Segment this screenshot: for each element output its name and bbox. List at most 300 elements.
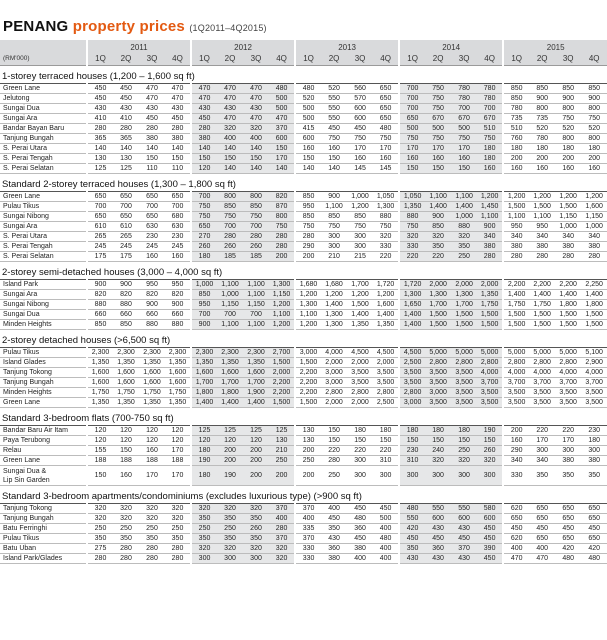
price-cell: 2,300 — [243, 348, 269, 358]
price-cell: 1,650 — [399, 300, 425, 310]
price-cell: 1,400 — [321, 300, 347, 310]
price-cell: 2,000 — [373, 358, 399, 368]
price-cell: 160 — [425, 154, 451, 164]
price-cell: 250 — [451, 446, 477, 456]
price-cell: 430 — [165, 104, 191, 114]
quarter-header: 2Q — [113, 52, 139, 66]
price-cell: 4,500 — [399, 348, 425, 358]
price-cell: 850 — [191, 290, 217, 300]
price-cell: 320 — [191, 504, 217, 514]
price-cell: 700 — [477, 104, 503, 114]
price-cell: 330 — [295, 544, 321, 554]
price-cell: 2,200 — [555, 280, 581, 290]
price-cell: 320 — [139, 504, 165, 514]
price-cell: 900 — [425, 212, 451, 222]
price-cell: 2,800 — [373, 388, 399, 398]
price-cell: 1,300 — [269, 280, 295, 290]
price-cell: 320 — [217, 544, 243, 554]
area-name: Sungai Dua — [0, 310, 87, 320]
price-cell: 950 — [529, 222, 555, 232]
price-cell: 280 — [113, 124, 139, 134]
table-row — [0, 398, 607, 408]
price-cell: 200 — [217, 456, 243, 466]
price-cell: 280 — [113, 544, 139, 554]
area-name: Green Lane — [0, 84, 87, 94]
price-cell: 310 — [399, 456, 425, 466]
price-cell: 950 — [295, 202, 321, 212]
price-cell: 300 — [451, 466, 477, 486]
price-cell: 145 — [373, 164, 399, 174]
price-cell: 365 — [87, 134, 113, 144]
price-cell: 2,800 — [555, 358, 581, 368]
price-cell: 170 — [425, 144, 451, 154]
price-cell: 450 — [347, 124, 373, 134]
price-cell: 300 — [477, 466, 503, 486]
price-cell: 1,500 — [269, 358, 295, 368]
price-cell: 1,500 — [451, 310, 477, 320]
price-cell: 2,000 — [451, 280, 477, 290]
price-cell: 370 — [269, 534, 295, 544]
price-cell: 560 — [347, 84, 373, 94]
price-cell: 200 — [295, 446, 321, 456]
price-cell: 1,600 — [373, 300, 399, 310]
price-cell: 650 — [555, 504, 581, 514]
area-name: S. Perai Selatan — [0, 252, 87, 262]
price-cell: 160 — [165, 252, 191, 262]
price-cell: 700 — [243, 222, 269, 232]
price-cell: 880 — [139, 320, 165, 330]
price-cell: 1,720 — [373, 280, 399, 290]
price-cell: 1,400 — [529, 290, 555, 300]
price-cell: 140 — [243, 144, 269, 154]
price-cell: 900 — [87, 280, 113, 290]
price-cell: 750 — [347, 222, 373, 232]
price-cell: 470 — [217, 84, 243, 94]
price-cell: 300 — [581, 446, 607, 456]
price-cell: 220 — [555, 426, 581, 436]
price-cell: 1,000 — [191, 280, 217, 290]
price-cell: 280 — [217, 232, 243, 242]
price-cell: 750 — [321, 222, 347, 232]
price-cell: 780 — [451, 94, 477, 104]
price-cell: 188 — [139, 456, 165, 466]
price-cell: 450 — [529, 524, 555, 534]
table-row — [0, 280, 607, 290]
price-cell: 330 — [373, 242, 399, 252]
price-cell: 200 — [295, 252, 321, 262]
price-cell: 1,500 — [295, 358, 321, 368]
price-cell: 750 — [399, 222, 425, 232]
table-row — [0, 84, 607, 94]
table-row — [0, 504, 607, 514]
price-cell: 1,300 — [451, 290, 477, 300]
price-cell: 1,350 — [373, 320, 399, 330]
price-cell: 230 — [139, 232, 165, 242]
price-cell: 450 — [87, 84, 113, 94]
price-cell: 140 — [113, 144, 139, 154]
area-name: Bandar Bayan Baru — [0, 124, 87, 134]
price-cell: 650 — [139, 192, 165, 202]
price-cell: 1,000 — [555, 222, 581, 232]
price-cell: 160 — [347, 154, 373, 164]
price-cell: 180 — [581, 144, 607, 154]
price-cell: 380 — [555, 242, 581, 252]
price-cell: 250 — [217, 524, 243, 534]
price-cell: 700 — [399, 104, 425, 114]
price-cell: 360 — [347, 524, 373, 534]
price-cell: 350 — [243, 534, 269, 544]
price-cell: 750 — [347, 134, 373, 144]
price-cell: 450 — [113, 94, 139, 104]
price-cell: 110 — [165, 164, 191, 174]
price-cell: 2,200 — [269, 378, 295, 388]
price-cell: 180 — [425, 426, 451, 436]
price-cell: 480 — [581, 554, 607, 564]
section-title: Standard 2-storey terraced houses (1,300 – 1,800 sq ft) — [0, 178, 607, 192]
price-cell: 265 — [87, 232, 113, 242]
price-cell: 2,300 — [139, 348, 165, 358]
price-cell: 880 — [113, 300, 139, 310]
price-cell: 3,000 — [425, 388, 451, 398]
price-cell: 150 — [295, 154, 321, 164]
price-cell: 220 — [347, 446, 373, 456]
price-cell: 400 — [373, 524, 399, 534]
price-cell: 1,350 — [243, 358, 269, 368]
quarter-header: 4Q — [269, 52, 295, 66]
price-cell: 1,300 — [295, 300, 321, 310]
price-cell: 300 — [243, 554, 269, 564]
price-cell: 850 — [87, 320, 113, 330]
price-cell: 410 — [113, 114, 139, 124]
price-cell: 170 — [529, 436, 555, 446]
section-header — [0, 70, 607, 84]
price-cell: 630 — [139, 222, 165, 232]
price-cell: 1,400 — [581, 290, 607, 300]
price-cell: 1,700 — [243, 378, 269, 388]
price-cell: 500 — [295, 104, 321, 114]
price-cell: 510 — [503, 124, 529, 134]
table-row — [0, 534, 607, 544]
price-cell: 320 — [451, 456, 477, 466]
price-cell: 2,800 — [399, 388, 425, 398]
area-name: Island Glades — [0, 358, 87, 368]
price-cell: 880 — [165, 320, 191, 330]
price-cell: 1,500 — [477, 320, 503, 330]
price-cell: 160 — [555, 164, 581, 174]
price-cell: 350 — [217, 514, 243, 524]
price-cell: 280 — [87, 124, 113, 134]
price-cell: 185 — [217, 252, 243, 262]
price-cell: 280 — [503, 252, 529, 262]
price-cell: 480 — [373, 534, 399, 544]
price-cell: 850 — [321, 212, 347, 222]
price-cell: 160 — [399, 154, 425, 164]
price-cell: 140 — [191, 144, 217, 154]
section-title: 1-storey terraced houses (1,200 – 1,600 sq ft) — [0, 70, 607, 84]
price-cell: 120 — [87, 426, 113, 436]
price-cell: 1,500 — [503, 202, 529, 212]
price-cell: 850 — [425, 222, 451, 232]
price-cell: 3,500 — [399, 378, 425, 388]
price-cell: 400 — [217, 134, 243, 144]
price-cell: 320 — [477, 456, 503, 466]
price-cell: 220 — [529, 426, 555, 436]
price-cell: 350 — [165, 534, 191, 544]
price-cell: 2,800 — [321, 388, 347, 398]
price-cell: 1,350 — [87, 358, 113, 368]
price-cell: 280 — [295, 232, 321, 242]
price-cell: 1,200 — [295, 290, 321, 300]
price-cell: 380 — [581, 242, 607, 252]
price-cell: 2,000 — [321, 398, 347, 408]
price-cell: 250 — [165, 524, 191, 534]
price-cell: 4,500 — [347, 348, 373, 358]
price-cell: 1,200 — [529, 192, 555, 202]
price-cell: 400 — [321, 504, 347, 514]
price-cell: 660 — [113, 310, 139, 320]
area-name: Jelutong — [0, 94, 87, 104]
section-title: 2-storey detached houses (>6,500 sq ft) — [0, 334, 607, 348]
price-cell: 580 — [477, 504, 503, 514]
price-cell: 1,400 — [425, 202, 451, 212]
price-cell: 1,350 — [165, 358, 191, 368]
year-header: 2013 — [295, 40, 399, 52]
price-cell: 120 — [165, 426, 191, 436]
price-cell: 650 — [503, 514, 529, 524]
price-cell: 3,500 — [451, 388, 477, 398]
table-row — [0, 320, 607, 330]
price-cell: 175 — [87, 252, 113, 262]
price-cell: 1,600 — [87, 368, 113, 378]
price-cell: 270 — [191, 232, 217, 242]
price-cell: 3,500 — [581, 398, 607, 408]
price-cell: 330 — [399, 242, 425, 252]
price-cell: 470 — [269, 114, 295, 124]
price-cell: 280 — [113, 554, 139, 564]
price-cell: 2,800 — [529, 358, 555, 368]
table-row — [0, 514, 607, 524]
price-cell: 630 — [165, 222, 191, 232]
price-cell: 280 — [321, 456, 347, 466]
price-cell: 2,800 — [451, 358, 477, 368]
price-cell: 200 — [529, 154, 555, 164]
price-cell: 1,150 — [243, 300, 269, 310]
price-cell: 650 — [373, 84, 399, 94]
table-row — [0, 456, 607, 466]
price-cell: 650 — [555, 534, 581, 544]
price-cell: 1,720 — [399, 280, 425, 290]
price-cell: 280 — [269, 242, 295, 252]
price-cell: 320 — [191, 544, 217, 554]
price-cell: 3,500 — [425, 368, 451, 378]
price-cell: 320 — [165, 514, 191, 524]
price-cell: 660 — [165, 310, 191, 320]
price-cell: 450 — [503, 524, 529, 534]
price-cell: 1,800 — [191, 388, 217, 398]
price-cell: 1,100 — [217, 320, 243, 330]
table-row — [0, 114, 607, 124]
price-cell: 430 — [425, 524, 451, 534]
price-cell: 380 — [191, 134, 217, 144]
price-cell: 700 — [139, 202, 165, 212]
price-cell: 1,100 — [425, 192, 451, 202]
price-cell: 1,350 — [139, 358, 165, 368]
price-cell: 1,500 — [555, 320, 581, 330]
price-cell: 1,400 — [399, 320, 425, 330]
price-cell: 125 — [243, 426, 269, 436]
price-cell: 1,900 — [243, 388, 269, 398]
price-cell: 360 — [425, 544, 451, 554]
price-cell: 500 — [295, 114, 321, 124]
section-header — [0, 490, 607, 504]
price-cell: 250 — [269, 456, 295, 466]
price-cell: 190 — [477, 426, 503, 436]
price-cell: 160 — [139, 446, 165, 456]
price-cell: 900 — [139, 300, 165, 310]
price-cell: 1,400 — [451, 202, 477, 212]
price-cell: 5,000 — [555, 348, 581, 358]
price-cell: 450 — [373, 504, 399, 514]
price-cell: 880 — [399, 212, 425, 222]
price-cell: 150 — [451, 436, 477, 446]
price-cell: 280 — [139, 124, 165, 134]
price-cell: 1,050 — [399, 192, 425, 202]
price-cell: 510 — [477, 124, 503, 134]
price-cell: 850 — [555, 84, 581, 94]
price-cell: 160 — [503, 436, 529, 446]
section-header — [0, 178, 607, 192]
price-cell: 1,750 — [477, 300, 503, 310]
price-cell: 780 — [529, 134, 555, 144]
price-cell: 1,500 — [529, 320, 555, 330]
price-cell: 2,300 — [113, 348, 139, 358]
price-cell: 130 — [87, 154, 113, 164]
price-cell: 420 — [555, 544, 581, 554]
table-row — [0, 252, 607, 262]
quarter-header: 1Q — [191, 52, 217, 66]
price-cell: 850 — [113, 320, 139, 330]
price-cell: 470 — [165, 84, 191, 94]
price-cell: 470 — [191, 84, 217, 94]
price-cell: 260 — [243, 242, 269, 252]
area-name: S. Perai Selatan — [0, 164, 87, 174]
price-cell: 1,100 — [243, 290, 269, 300]
price-cell: 550 — [425, 504, 451, 514]
price-cell: 200 — [269, 252, 295, 262]
price-cell: 370 — [295, 534, 321, 544]
price-cell: 2,000 — [321, 358, 347, 368]
price-cell: 125 — [269, 426, 295, 436]
price-cell: 1,600 — [217, 368, 243, 378]
price-cell: 1,500 — [503, 310, 529, 320]
price-cell: 245 — [113, 242, 139, 252]
price-cell: 450 — [477, 554, 503, 564]
price-cell: 1,100 — [529, 212, 555, 222]
price-cell: 320 — [451, 232, 477, 242]
price-cell: 1,800 — [581, 300, 607, 310]
price-cell: 380 — [347, 544, 373, 554]
price-cell: 500 — [451, 124, 477, 134]
price-cell: 1,350 — [113, 358, 139, 368]
price-cell: 200 — [295, 466, 321, 486]
price-cell: 340 — [555, 232, 581, 242]
price-cell: 1,500 — [529, 202, 555, 212]
price-cell: 210 — [321, 252, 347, 262]
price-cell: 450 — [321, 124, 347, 134]
price-cell: 300 — [529, 446, 555, 456]
price-cell: 3,500 — [503, 398, 529, 408]
price-cell: 280 — [581, 252, 607, 262]
price-cell: 750 — [555, 114, 581, 124]
price-cell: 160 — [529, 164, 555, 174]
price-cell: 750 — [295, 222, 321, 232]
price-cell: 350 — [425, 242, 451, 252]
area-name: Minden Heights — [0, 320, 87, 330]
price-cell: 125 — [113, 164, 139, 174]
price-cell: 370 — [269, 124, 295, 134]
price-cell: 170 — [373, 144, 399, 154]
price-cell: 650 — [581, 504, 607, 514]
price-cell: 230 — [581, 426, 607, 436]
price-cell: 1,300 — [373, 202, 399, 212]
price-cell: 950 — [503, 222, 529, 232]
price-cell: 150 — [321, 154, 347, 164]
price-cell: 410 — [87, 114, 113, 124]
price-cell: 550 — [451, 504, 477, 514]
price-cell: 2,300 — [165, 348, 191, 358]
area-name-line: Sungai Dua & — [3, 467, 47, 475]
price-cell: 3,000 — [295, 348, 321, 358]
price-cell: 700 — [113, 202, 139, 212]
price-cell: 780 — [477, 84, 503, 94]
price-cell: 2,500 — [399, 358, 425, 368]
price-cell: 150 — [217, 154, 243, 164]
quarter-header: 3Q — [451, 52, 477, 66]
price-cell: 220 — [321, 446, 347, 456]
price-cell: 900 — [529, 94, 555, 104]
price-cell: 2,000 — [269, 368, 295, 378]
section-header — [0, 266, 607, 280]
price-cell: 610 — [113, 222, 139, 232]
price-cell: 150 — [347, 436, 373, 446]
price-cell: 190 — [191, 456, 217, 466]
price-cell: 430 — [191, 104, 217, 114]
price-cell: 2,300 — [217, 348, 243, 358]
price-cell: 320 — [165, 504, 191, 514]
price-cell: 1,000 — [581, 222, 607, 232]
table-row — [0, 378, 607, 388]
price-cell: 900 — [581, 94, 607, 104]
quarter-header: 2Q — [529, 52, 555, 66]
area-name: Sungai Ara — [0, 114, 87, 124]
price-cell: 320 — [269, 554, 295, 564]
price-cell: 780 — [451, 84, 477, 94]
price-cell: 800 — [269, 212, 295, 222]
price-cell: 3,500 — [581, 388, 607, 398]
price-cell: 750 — [425, 84, 451, 94]
price-cell: 300 — [347, 242, 373, 252]
price-cell: 275 — [87, 544, 113, 554]
price-cell: 430 — [139, 104, 165, 114]
price-cell: 250 — [87, 524, 113, 534]
price-cell: 400 — [529, 544, 555, 554]
table-row — [0, 524, 607, 534]
price-cell: 320 — [243, 124, 269, 134]
price-cell: 1,400 — [347, 310, 373, 320]
price-cell: 1,500 — [425, 310, 451, 320]
price-cell: 3,700 — [555, 378, 581, 388]
price-cell: 430 — [217, 104, 243, 114]
